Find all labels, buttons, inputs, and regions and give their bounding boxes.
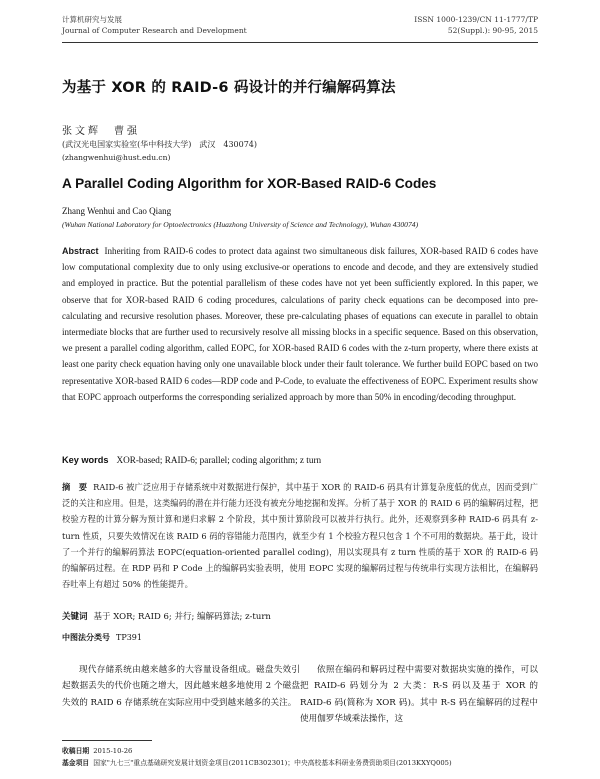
author-email: (zhangwenhui@hust.edu.cn) <box>62 153 171 162</box>
received-date: 2015-10-26 <box>93 747 133 755</box>
abstract-text: Inheriting from RAID-6 codes to protect data against two simultaneous disk failures, XOR-based RAID 6 codes have low computational complexity due to only using exclusive-or operations to encode and decode, and they are extensively studied and employed in practice. But the potential parallelism of these codes have not yet been sufficiently explored. In this paper, we observe that for XOR-based RAID 6 coding procedures, calculations of parity check equations can be decomposed into pre-calculating and recursive resolution phases. Moreover, these pre-calculating phases of equations can execute in parallel to obtain intermediate blocks that are further used to recursively resolve all missing blocks in a specific sequence. Based on this observation, we present a parallel coding algorithm, called EOPC, for XOR-based RAID 6 codes with the z-turn property, where there exists at least one parity check equation having only one unavailable block under their fault tolerance. We further build EOPC based on two representative XOR-based RAID 6 codes—RDP code and P-Code, to evaluate the effectiveness of EOPC. Experiment results show that EOPC approach outperforms the corresponding serialized approach by more than 50% in encoding/decoding throughput. <box>62 246 538 402</box>
affiliation-en: (Wuhan National Laboratory for Optoelectronics (Huazhong University of Science and Technology), Wuhan 430074) <box>62 220 419 229</box>
classification-number <box>62 632 142 643</box>
keywords-cn <box>62 610 538 622</box>
footnote-divider <box>62 740 152 741</box>
keywords-en <box>62 455 538 465</box>
abstract-cn <box>62 479 538 592</box>
journal-name-en: Journal of Computer Research and Development <box>62 26 247 35</box>
keywords-text: XOR-based; RAID-6; parallel; coding algorithm; z turn <box>116 455 322 465</box>
title-en: A Parallel Coding Algorithm for XOR-Based RAID-6 Codes <box>62 176 437 191</box>
affiliation-cn: (武汉光电国家实验室(华中科技大学) 武汉 430074) <box>62 140 258 149</box>
fund-label: 基金项目 <box>62 759 90 767</box>
body-column-left: 现代存储系统由越来越多的大容量设备组成。磁盘失效引起数据丢失的代价也随之增大，因此越来越多地使用 2 个磁盘失效的 RAID 6 存储系统在实际应用中受到越来越多的关注。 <box>62 665 300 708</box>
keywords-cn-label: 关键词 <box>62 612 88 622</box>
keywords-cn-text: 基于 XOR; RAID 6; 并行; 编解码算法; z-turn <box>93 612 271 622</box>
issn: ISSN 1000-1239/CN 11-1777/TP <box>414 15 538 24</box>
abstract-en <box>62 243 538 405</box>
running-header <box>62 14 538 44</box>
issue-number: 52(Suppl.): 90-95, 2015 <box>447 26 538 35</box>
abstract-cn-label: 摘 要 <box>62 482 88 492</box>
abstract-label: Abstract <box>62 246 99 256</box>
journal-name <box>62 14 247 36</box>
received-label: 收稿日期 <box>62 747 90 755</box>
title-cn: 为基于 XOR 的 RAID-6 码设计的并行编解码算法 <box>62 80 396 96</box>
issue-info <box>414 14 538 36</box>
keywords-label: Key words <box>62 455 109 465</box>
clc-value: TP391 <box>116 633 142 642</box>
journal-name-cn: 计算机研究与发展 <box>62 15 122 24</box>
fund-text: 国家"九七三"重点基础研究发展计划资金项目(2011CB302301)；中央高校基本科研业务费资助项目(2013KXYQ005) <box>93 759 452 767</box>
clc-label: 中图法分类号 <box>62 633 110 642</box>
authors-en: Zhang Wenhui and Cao Qiang <box>62 206 172 216</box>
body-column-right: 依照在编码和解码过程中需要对数据块实施的操作，可以把 RAID-6 码划分为 2 大类：R-S 码以及基于 XOR 的 RAID-6 码(简称为 XOR 码)。其中 R-S 码在编解码的过程中使用伽罗华域乘法操作，这 <box>300 665 538 725</box>
abstract-cn-text: RAID-6 被广泛应用于存储系统中对数据进行保护，其中基于 XOR 的 RAID-6 码具有计算复杂度低的优点，因而受到广泛的关注和应用。但是，这类编码的潜在并行能力还没有被充分地挖掘和发挥。分析了基于 XOR 的 RAID 6 码的编解码过程，把校验方程的计算分解为预计算和递归求解 2 个阶段，其中预计算阶段可以被并行执行。此外，还观察到多种 RAID-6 码具有 z-turn 性质，只要失效情况在该 RAID 6 码的容错能力范围内，就至少有 1 个校验方程只包含 1 个不可用的数据块。基于此，设计了一个并行的编解码算法 EOPC(equation-oriented parallel coding)，用以实现具有 z turn 性质的基于 XOR 的 RAID-6 码的编解码过程。在 RDP 码和 P Code 上的编解码实验表明，使用 EOPC 实现的编解码过程与传统串行实现方法相比，在编解码吞吐率上有超过 50% 的性能提升。 <box>62 482 539 590</box>
header-divider <box>62 42 538 43</box>
footnote-received <box>62 745 538 755</box>
authors-cn: 张文辉 曹强 <box>62 126 140 137</box>
footnote-fund <box>62 757 538 767</box>
